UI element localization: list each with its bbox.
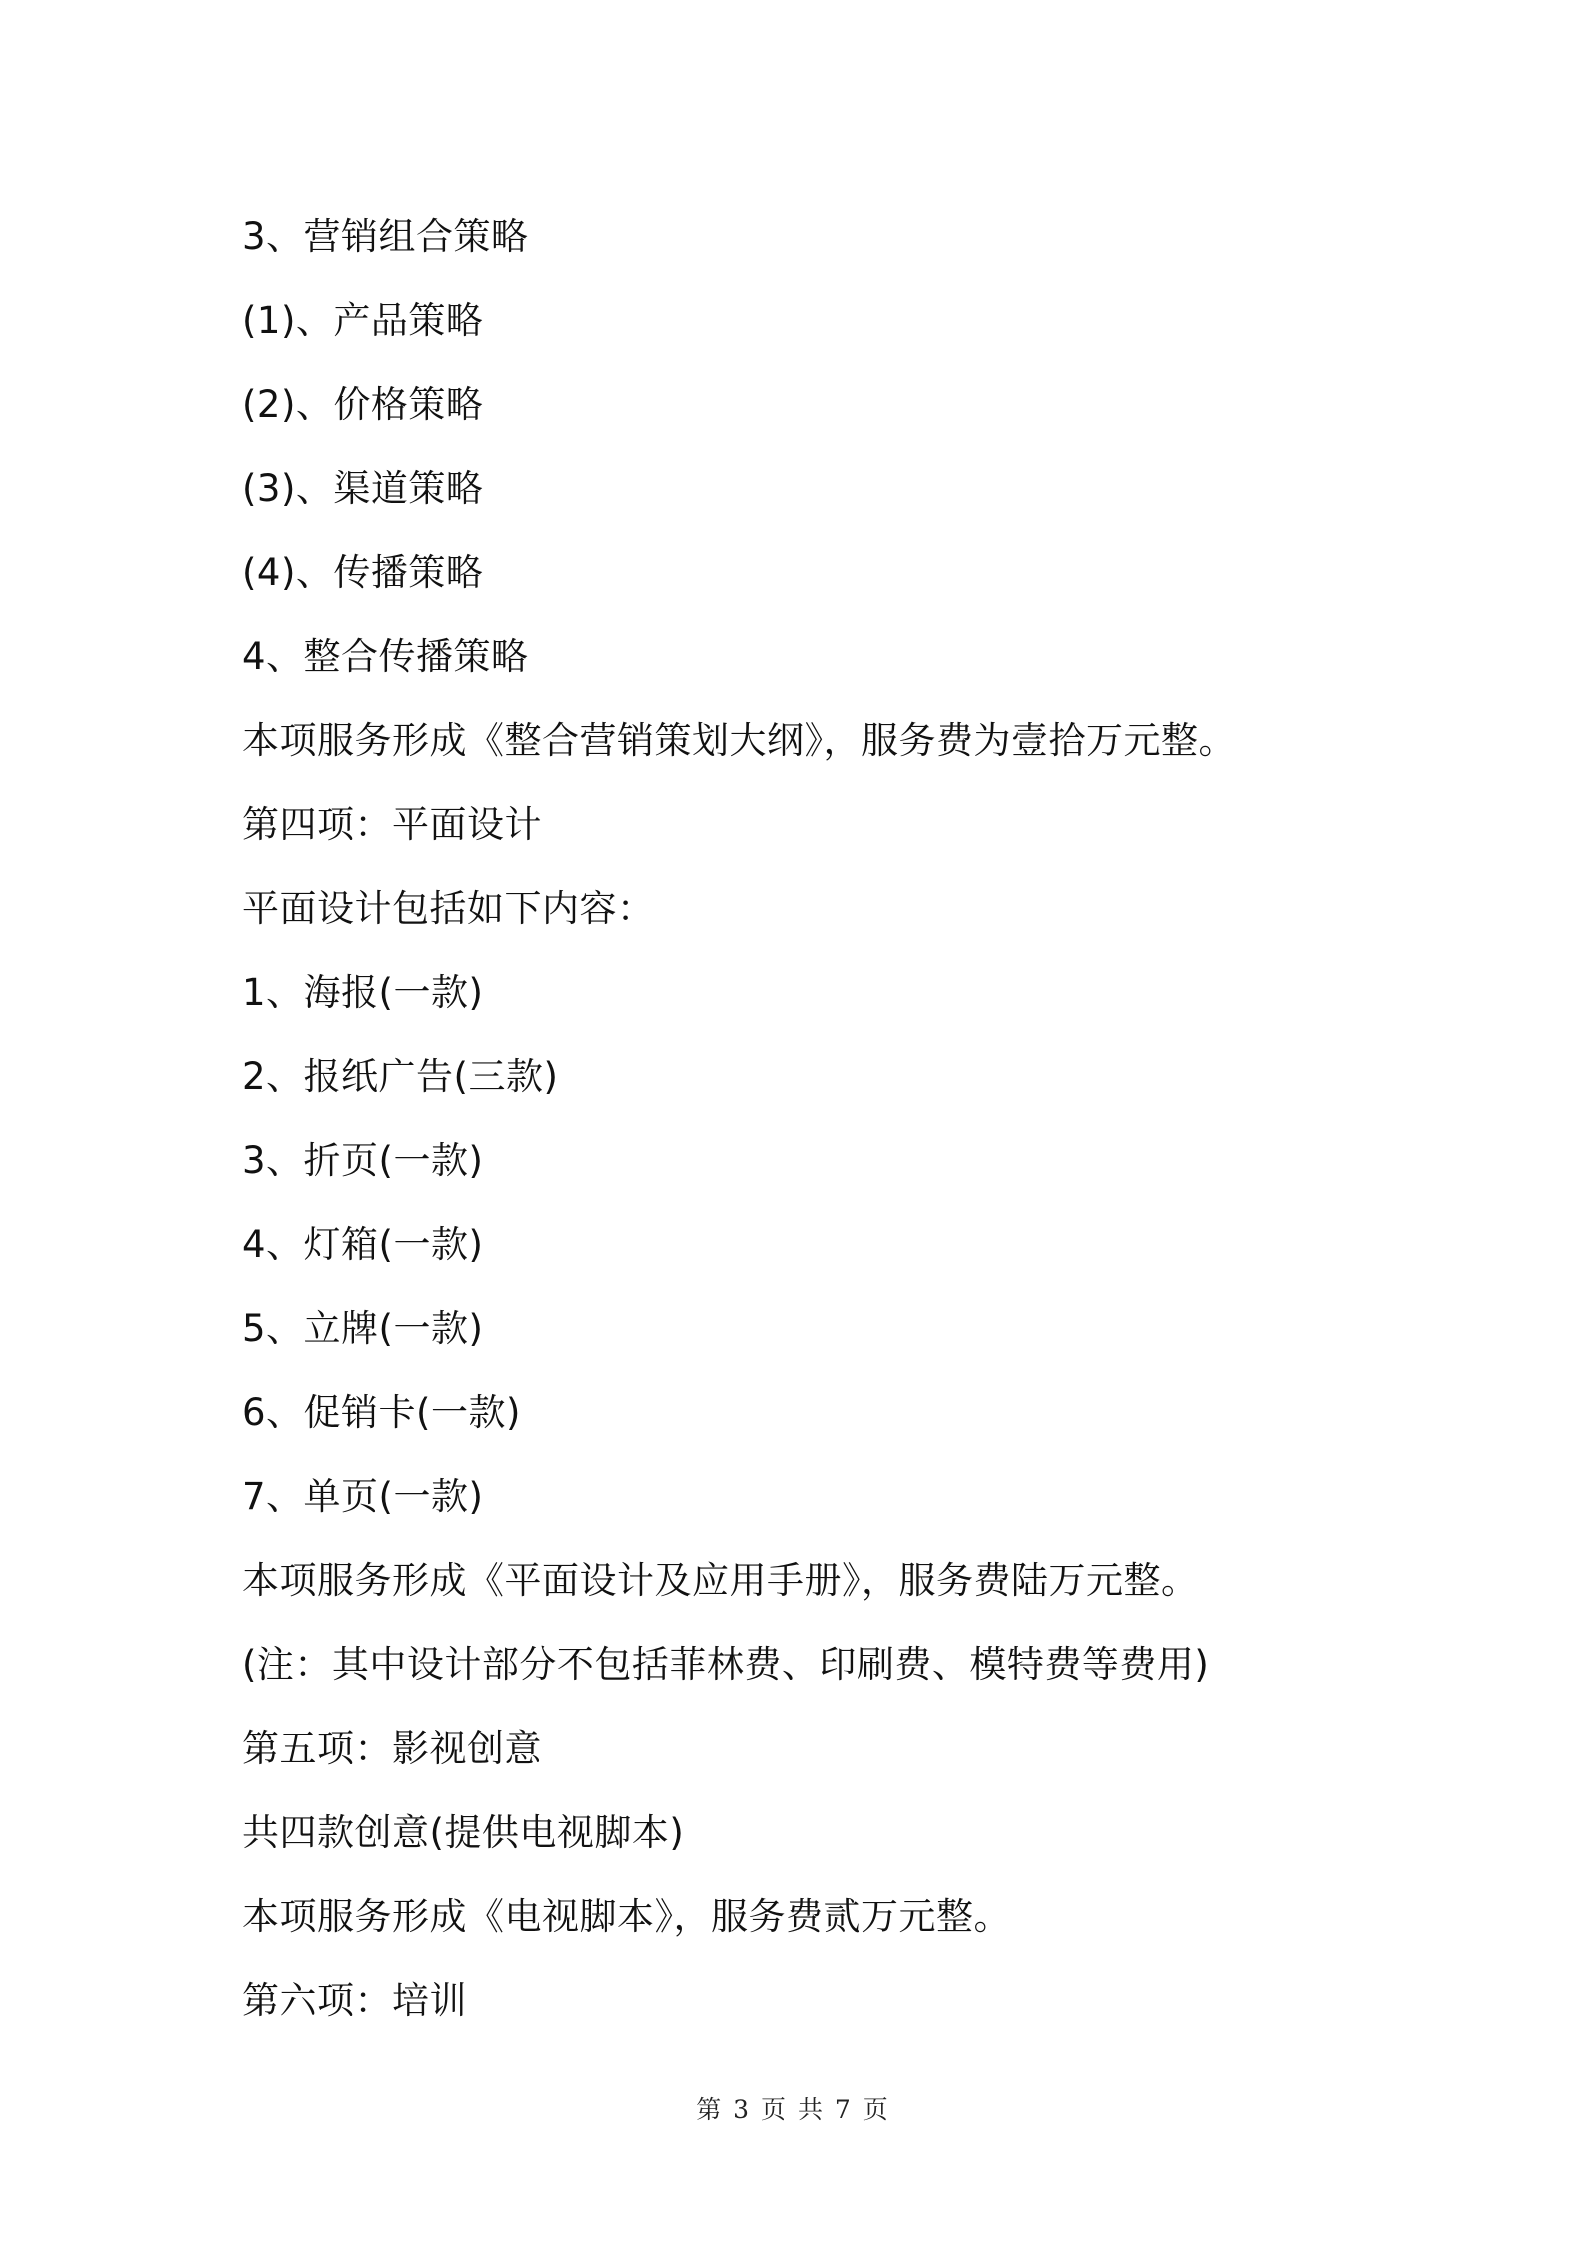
paragraph-tv-script-fee: 本项服务形成《电视脚本》，服务费贰万元整。	[242, 1895, 1011, 1938]
document-body	[242, 195, 1392, 2043]
page-number-footer: 第 3 页 共 7 页	[696, 2095, 890, 2124]
list-item-lightbox: 4、灯箱(一款)	[242, 1223, 484, 1266]
paragraph-video-creative-count: 共四款创意(提供电视脚本)	[242, 1811, 685, 1854]
section-heading-video-creative: 第五项：影视创意	[242, 1727, 542, 1770]
list-item-newspaper-ad: 2、报纸广告(三款)	[242, 1055, 559, 1098]
item-channel-strategy: (3)、渠道策略	[242, 467, 484, 510]
paragraph-design-note: (注：其中设计部分不包括菲林费、印刷费、模特费等费用)	[242, 1643, 1210, 1686]
paragraph-design-manual-fee: 本项服务形成《平面设计及应用手册》，服务费陆万元整。	[242, 1559, 1199, 1602]
list-item-fold-page: 3、折页(一款)	[242, 1139, 484, 1182]
section-heading-training: 第六项：培训	[242, 1979, 467, 2022]
list-item-standee: 5、立牌(一款)	[242, 1307, 484, 1350]
item-product-strategy: (1)、产品策略	[242, 299, 484, 342]
paragraph-marketing-outline-fee: 本项服务形成《整合营销策划大纲》，服务费为壹拾万元整。	[242, 719, 1236, 762]
heading-integrated-communication-strategy: 4、整合传播策略	[242, 635, 529, 678]
paragraph-graphic-design-intro: 平面设计包括如下内容：	[242, 887, 655, 930]
list-item-promo-card: 6、促销卡(一款)	[242, 1391, 521, 1434]
list-item-flyer: 7、单页(一款)	[242, 1475, 484, 1518]
item-communication-strategy: (4)、传播策略	[242, 551, 484, 594]
list-item-poster: 1、海报(一款)	[242, 971, 484, 1014]
section-heading-graphic-design: 第四项：平面设计	[242, 803, 542, 846]
item-price-strategy: (2)、价格策略	[242, 383, 484, 426]
heading-marketing-mix-strategy: 3、营销组合策略	[242, 215, 529, 258]
